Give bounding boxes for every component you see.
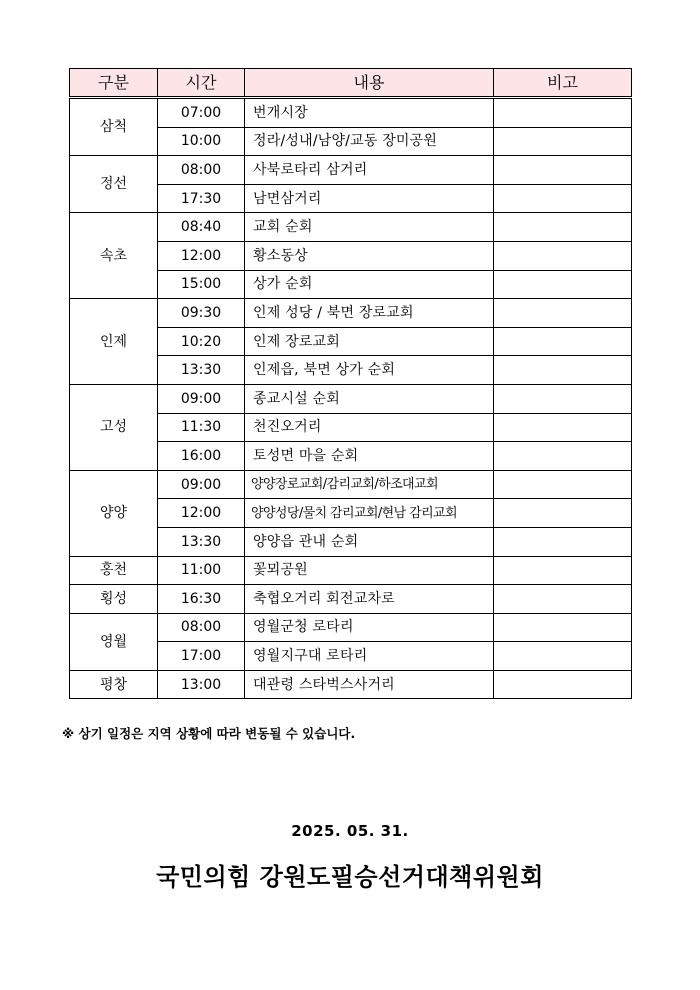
content-cell: 토성면 마을 순회 [245,442,494,471]
note-cell [494,98,632,128]
content-cell: 영월군청 로타리 [245,613,494,642]
content-cell: 교회 순회 [245,213,494,242]
time-cell: 10:00 [158,127,245,156]
note-cell [494,470,632,499]
content-cell: 천진오거리 [245,413,494,442]
content-cell: 번개시장 [245,98,494,128]
note-cell [494,527,632,556]
content-cell: 양양장로교회/감리교회/하조대교회 [245,470,494,499]
table-row [70,156,632,185]
time-cell: 09:00 [158,470,245,499]
region-cell: 양양 [70,470,158,556]
note-cell [494,299,632,328]
table-row [70,384,632,413]
time-cell: 17:00 [158,642,245,671]
content-cell: 대관령 스타벅스사거리 [245,670,494,699]
table-row [70,613,632,642]
note-cell [494,642,632,671]
header-content: 내용 [245,69,494,98]
time-cell: 08:00 [158,613,245,642]
note-cell [494,356,632,385]
content-cell: 꽃뫼공원 [245,556,494,585]
content-cell: 종교시설 순회 [245,384,494,413]
note-cell [494,413,632,442]
note-cell [494,127,632,156]
table-body [70,98,632,699]
note-cell [494,613,632,642]
note-cell [494,556,632,585]
note-cell [494,327,632,356]
region-cell: 홍천 [70,556,158,585]
region-cell: 정선 [70,156,158,213]
time-cell: 08:40 [158,213,245,242]
region-cell: 영월 [70,613,158,670]
table-header-row [70,69,632,98]
time-cell: 08:00 [158,156,245,185]
table-row [70,556,632,585]
table-row [70,213,632,242]
region-cell: 고성 [70,384,158,470]
time-cell: 17:30 [158,184,245,213]
table-row [70,670,632,699]
content-cell: 사북로타리 삼거리 [245,156,494,185]
content-cell: 상가 순회 [245,270,494,299]
content-cell: 양양읍 관내 순회 [245,527,494,556]
time-cell: 13:30 [158,527,245,556]
region-cell: 평창 [70,670,158,699]
table-row [70,470,632,499]
header-time: 시간 [158,69,245,98]
time-cell: 13:00 [158,670,245,699]
time-cell: 15:00 [158,270,245,299]
content-cell: 인제읍, 북면 상가 순회 [245,356,494,385]
time-cell: 11:30 [158,413,245,442]
content-cell: 인제 장로교회 [245,327,494,356]
note-cell [494,156,632,185]
time-cell: 09:30 [158,299,245,328]
content-cell: 정라/성내/남양/교동 장미공원 [245,127,494,156]
region-cell: 인제 [70,299,158,385]
table-row [70,585,632,614]
content-cell: 축협오거리 회전교차로 [245,585,494,614]
table-row [70,98,632,128]
table-row [70,299,632,328]
note-cell [494,213,632,242]
time-cell: 09:00 [158,384,245,413]
time-cell: 12:00 [158,241,245,270]
time-cell: 12:00 [158,499,245,528]
region-cell: 속초 [70,213,158,299]
organization-name: 국민의힘 강원도필승선거대책위원회 [156,863,544,891]
time-cell: 10:20 [158,327,245,356]
content-cell: 남면삼거리 [245,184,494,213]
content-cell: 인제 성당 / 북면 장로교회 [245,299,494,328]
time-cell: 16:30 [158,585,245,614]
note-cell [494,670,632,699]
note-cell [494,241,632,270]
time-cell: 07:00 [158,98,245,128]
region-cell: 횡성 [70,585,158,614]
note-cell [494,442,632,471]
header-note: 비고 [494,69,632,98]
note-cell [494,184,632,213]
note-cell [494,384,632,413]
content-cell: 영월지구대 로타리 [245,642,494,671]
schedule-table [69,68,632,699]
region-cell: 삼척 [70,98,158,156]
time-cell: 13:30 [158,356,245,385]
content-cell: 양양성당/물치 감리교회/현남 감리교회 [245,499,494,528]
content-cell: 황소동상 [245,241,494,270]
note-cell [494,499,632,528]
header-region: 구분 [70,69,158,98]
footnote: ※ 상기 일정은 지역 상황에 따라 변동될 수 있습니다. [62,726,356,741]
time-cell: 16:00 [158,442,245,471]
time-cell: 11:00 [158,556,245,585]
note-cell [494,270,632,299]
note-cell [494,585,632,614]
document-date: 2025. 05. 31. [291,822,409,840]
